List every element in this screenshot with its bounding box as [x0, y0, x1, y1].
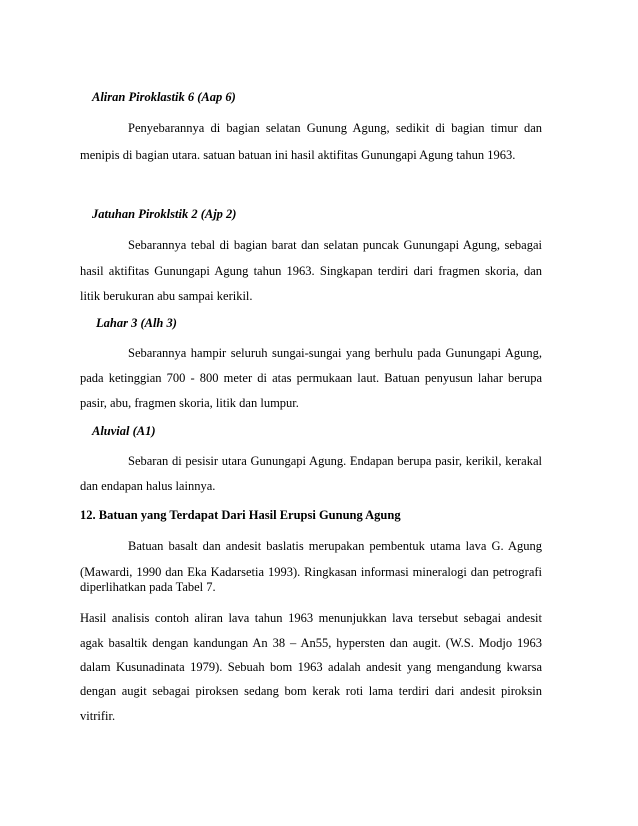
section-heading-ajp2: Jatuhan Piroklstik 2 (Ajp 2) — [92, 207, 237, 221]
chapter-para2-line-3: dalam Kusunadinata 1979). Sebuah bom 1963 adalah andesit yang mengandung kwarsa — [80, 660, 542, 674]
section-alh3-line-2: pada ketinggian 700 - 800 meter di atas permukaan laut. Batuan penyusun lahar berupa — [80, 371, 542, 385]
section-alh3-line-3: pasir, abu, fragmen skoria, litik dan lumpur. — [80, 396, 299, 410]
section-alh3-line-1: Sebarannya hampir seluruh sungai-sungai yang berhulu pada Gunungapi Agung, — [128, 346, 542, 360]
chapter-para1-line-2: (Mawardi, 1990 dan Eka Kadarsetia 1993). Ringkasan informasi mineralogi dan petrografi — [80, 565, 542, 579]
chapter-para2-line-1: Hasil analisis contoh aliran lava tahun 1963 menunjukkan lava tersebut sebagai andesit — [80, 611, 542, 625]
chapter-para2-line-5: vitrifir. — [80, 709, 116, 723]
section-a1-line-1: Sebaran di pesisir utara Gunungapi Agung. Endapan berupa pasir, kerikil, kerakal — [128, 454, 542, 468]
chapter-para1-line-1: Batuan basalt dan andesit baslatis merupakan pembentuk utama lava G. Agung — [128, 539, 542, 553]
section-heading-a1: Aluvial (A1) — [92, 424, 156, 438]
section-heading-alh3: Lahar 3 (Alh 3) — [96, 316, 177, 330]
section-heading-aap6: Aliran Piroklastik 6 (Aap 6) — [92, 90, 236, 104]
section-aap6-line-2: menipis di bagian utara. satuan batuan ini hasil aktifitas Gunungapi Agung tahun 1963. — [80, 148, 516, 162]
chapter-para1-line-3: diperlihatkan pada Tabel 7. — [80, 580, 216, 594]
section-ajp2-line-2: hasil aktifitas Gunungapi Agung tahun 1963. Singkapan terdiri dari fragmen skoria, dan — [80, 264, 542, 278]
chapter-heading: 12. Batuan yang Terdapat Dari Hasil Erupsi Gunung Agung — [80, 508, 401, 522]
chapter-para2-line-2: agak basaltik dengan kandungan An 38 – An55, hypersten dan augit. (W.S. Modjo 1963 — [80, 636, 542, 650]
section-aap6-line-1: Penyebarannya di bagian selatan Gunung Agung, sedikit di bagian timur dan — [128, 121, 542, 135]
section-a1-line-2: dan endapan halus lainnya. — [80, 479, 216, 493]
section-ajp2-line-3: litik berukuran abu sampai kerikil. — [80, 289, 253, 303]
chapter-para2-line-4: dengan augit sebagai piroksen sedang bom kerak roti lama terdiri dari andesit piroksin — [80, 684, 542, 698]
section-ajp2-line-1: Sebarannya tebal di bagian barat dan selatan puncak Gunungapi Agung, sebagai — [128, 238, 542, 252]
